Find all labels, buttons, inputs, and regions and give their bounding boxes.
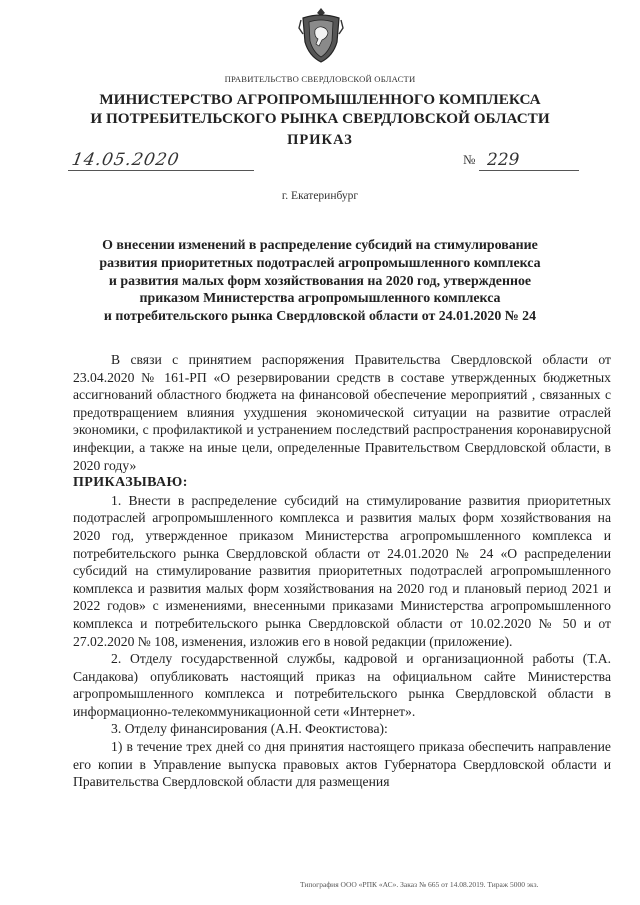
ministry-line: И ПОТРЕБИТЕЛЬСКОГО РЫНКА СВЕРДЛОВСКОЙ ОБЛАСТИ [90, 110, 550, 127]
printer-footer: Типография ООО «РПК «АС». Заказ № 665 от 14.08.2019. Тираж 5000 экз. [300, 880, 539, 889]
item-2-paragraph: 2. Отделу государственной службы, кадровой и организационной работы (Т.А. Сандакова) опубликовать настоящий приказ на официальном сайте Министерства агропромышленного комплекса и потребительского рынка Свердловской области в информационно-телекоммуникационной сети «Интернет». [73, 651, 611, 719]
orders-heading: ПРИКАЗЫВАЮ: [73, 475, 188, 491]
ministry-line: МИНИСТЕРСТВО АГРОПРОМЫШЛЕННОГО КОМПЛЕКСА [99, 91, 541, 108]
title-line: приказом Министерства агропромышленного комплекса [139, 291, 501, 307]
handwritten-number: 229 [487, 150, 520, 170]
title-line: и потребительского рынка Свердловской области от 24.01.2020 № 24 [103, 309, 537, 325]
date-field [68, 150, 254, 171]
handwritten-date: 14.05.2020 [70, 150, 182, 170]
doc-type: ПРИКАЗ [287, 132, 353, 148]
title-line: О внесении изменений в распределение субсидий на стимулирование [102, 238, 538, 253]
item-3-1-paragraph: 1) в течение трех дней со дня принятия настоящего приказа обеспечить направление его копии в Управление выпуска правовых актов Губернатора Свердловской области и Правительства Свердловской области для размещения [73, 739, 611, 790]
document-body [73, 351, 611, 791]
title-line: и развития малых форм хозяйствования на 2020 год, утвержденное [108, 273, 532, 289]
item-1-paragraph: 1. Внести в распределение субсидий на стимулирование развития приоритетных подотраслей агропромышленного комплекса и развития малых форм хозяйствования на 2020 год, утвержденное приказом Министерства агропромышленного комплекса и потребительского рынка Свердловской области от 24.01.2020 № 24 «О распределении субсидий на стимулирование развития приоритетных подотраслей агропромышленного комплекса и развития малых форм хозяйствования на 2020 год и плановый период 2021 и 2022 годов» с изменениями, внесенными приказами Министерства агропромышленного комплекса и потребительского рынка Свердловской области от 10.02.2020 № 50 и от 27.02.2020 № 108, изменения, изложив его в новой редакции (приложение). [73, 492, 611, 649]
preamble-paragraph: В связи с принятием распоряжения Правительства Свердловской области от 23.04.2020 № 161-РП «О резервировании средств в составе утвержденных бюджетных ассигнований областного бюджета на финансовой обеспечение мероприятий , связанных с предотвращением влияния ухудшения экономической ситуации на развитие отраслей экономики, с профилактикой и устранением последствий распространения коронавирусной инфекции, а также на иные цели, определенные Правительством Свердловской области, в 2020 году» [73, 352, 611, 473]
number-sign: № [463, 152, 476, 167]
coat-of-arms-icon [297, 6, 345, 64]
title-line: развития приоритетных подотраслей агропромышленного комплекса [99, 255, 541, 271]
government-name: ПРАВИТЕЛЬСТВО СВЕРДЛОВСКОЙ ОБЛАСТИ [224, 74, 416, 84]
item-3-paragraph: 3. Отделу финансирования (А.Н. Феоктистова): [111, 721, 388, 737]
document-title [0, 237, 640, 326]
city: г. Екатеринбург [281, 190, 359, 202]
number-field [479, 150, 579, 171]
ministry-name [0, 90, 640, 128]
